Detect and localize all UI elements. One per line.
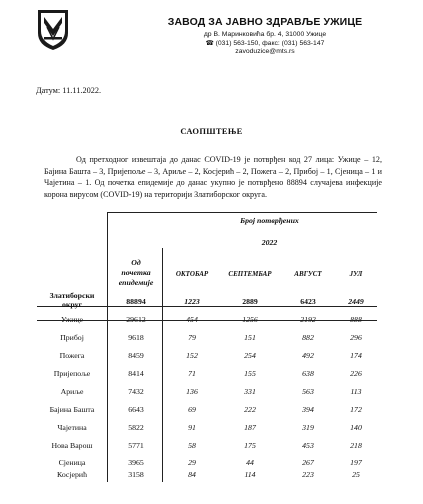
municipality-name: Пријепоље [53, 369, 91, 378]
row-value: 394 [302, 405, 314, 414]
month-header: СЕПТЕМБАР [228, 270, 272, 278]
row-value: 223 [302, 470, 314, 479]
municipality-name: Бајина Башта [49, 405, 95, 414]
year-header: 2022 [261, 238, 278, 247]
row-value: 319 [302, 423, 314, 432]
row-value: 79 [188, 333, 196, 342]
group-header: Број потврђених [240, 216, 299, 225]
organization-name: ЗАВОД ЗА ЈАВНО ЗДРАВЉЕ УЖИЦЕ [167, 16, 363, 28]
municipality-name: Прибој [60, 333, 84, 342]
row-value: 187 [244, 423, 256, 432]
row-value: 152 [186, 351, 198, 360]
row-value: 113 [350, 387, 362, 396]
total-cell: 2889 [242, 297, 258, 306]
row-value: 136 [186, 387, 198, 396]
cases-table [37, 212, 377, 482]
row-value: 140 [350, 423, 362, 432]
row-value: 174 [350, 351, 362, 360]
row-value: 58 [188, 441, 196, 450]
row-value: 267 [302, 458, 314, 467]
phone-fax-text: (031) 563-150, факс: (031) 563-147 [215, 39, 325, 47]
row-value: 6643 [128, 405, 144, 414]
organization-email: zavoduzice@mts.rs [235, 48, 295, 55]
table-row [37, 333, 377, 349]
row-value: 5771 [128, 441, 144, 450]
municipality-name: Пожега [59, 351, 85, 360]
table-row [37, 369, 377, 385]
table-row [37, 458, 377, 470]
row-value: 175 [244, 441, 256, 450]
municipality-name: Ариље [60, 387, 84, 396]
month-header: ОКТОБАР [175, 270, 209, 278]
row-value: 2192 [300, 315, 316, 324]
total-cell: 2449 [348, 297, 364, 306]
municipality-name: Чајетина [57, 423, 87, 432]
total-cell: 1223 [184, 297, 200, 306]
row-value: 1256 [242, 315, 258, 324]
row-value: 8414 [128, 369, 144, 378]
organization-address: др В. Маринковића бр. 4, 31000 Ужице [203, 31, 327, 38]
phone-icon: ☎ [205, 39, 214, 47]
table-row [37, 405, 377, 421]
row-value: 882 [302, 333, 314, 342]
row-value: 331 [244, 387, 256, 396]
month-header: ЈУЛ [349, 270, 363, 278]
row-value: 84 [188, 470, 196, 479]
row-value: 172 [350, 405, 362, 414]
row-value: 7432 [128, 387, 144, 396]
row-value: 492 [302, 351, 314, 360]
row-value: 638 [302, 369, 314, 378]
row-value: 44 [246, 458, 254, 467]
letterhead [130, 16, 400, 57]
row-value: 222 [244, 405, 256, 414]
row-value: 563 [302, 387, 314, 396]
row-value: 3158 [128, 470, 144, 479]
since-start-header: Од почетка епидемије [118, 258, 154, 287]
row-value: 5822 [128, 423, 144, 432]
row-value: 25 [352, 470, 360, 479]
municipality-name: Ужице [60, 315, 84, 324]
row-value: 888 [350, 315, 362, 324]
document-title: САОПШТЕЊЕ [180, 126, 243, 136]
row-value: 454 [186, 315, 198, 324]
municipality-name: Косјерић [57, 470, 87, 479]
row-value: 254 [244, 351, 256, 360]
municipality-name: Нова Варош [51, 441, 93, 450]
municipality-name: Сјеница [58, 458, 86, 467]
table-row [37, 470, 377, 482]
row-value: 197 [350, 458, 362, 467]
row-value: 296 [350, 333, 362, 342]
month-header: АВГУСТ [294, 270, 322, 278]
row-value: 218 [350, 441, 362, 450]
row-value: 3965 [128, 458, 144, 467]
row-value: 8459 [128, 351, 144, 360]
table-row [37, 423, 377, 439]
row-value: 155 [244, 369, 256, 378]
row-value: 226 [350, 369, 362, 378]
table-row [37, 315, 377, 331]
row-value: 71 [188, 369, 196, 378]
announcement-paragraph: Од претходног извештаја до данас COVID-19 је потврђен код 27 лица: Ужице – 12, Бајина Башта – 3, Пријепоље – 3, Ариље – 2, Косјерић – 2, Пожега – 2, Прибој – 1, Сјеница – 1 и Чајетина – 1. Од почетка епидемије до данас укупно је потврђено 88894 случајева инфекције корона вирусом (COVID-19) на територији Златиборског округа. [44, 155, 382, 199]
row-value: 91 [188, 423, 196, 432]
row-value: 114 [244, 470, 256, 479]
total-cell: 6423 [300, 297, 316, 306]
table-row [37, 351, 377, 367]
row-value: 29 [188, 458, 196, 467]
table-row [37, 387, 377, 403]
table-row [37, 441, 377, 457]
total-cell: 88894 [126, 297, 146, 306]
row-value: 69 [188, 405, 196, 414]
district-total-label: Златиборски округ [49, 291, 95, 309]
document-date: Датум: 11.11.2022. [36, 86, 102, 95]
row-value: 151 [244, 333, 256, 342]
row-value: 29612 [126, 315, 146, 324]
row-value: 9618 [128, 333, 144, 342]
row-value: 453 [302, 441, 314, 450]
institute-logo-icon [37, 9, 69, 51]
organization-phone [130, 40, 400, 49]
